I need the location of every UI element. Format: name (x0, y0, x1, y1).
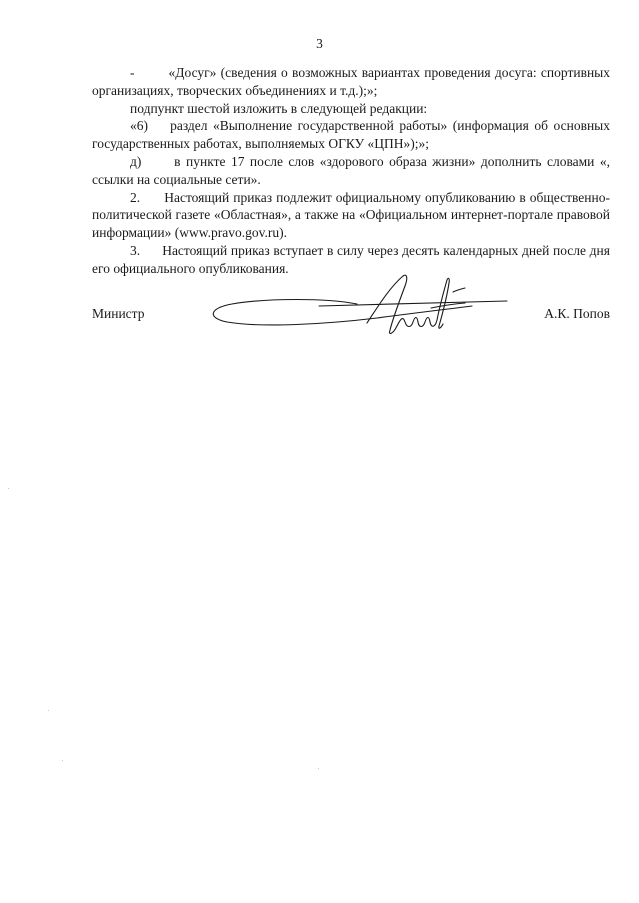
paragraph-clause-3: 3. Настоящий приказ вступает в силу через десять календарных дней после дня его официального опубликования. (92, 242, 610, 276)
signatory-name: А.К. Попов (544, 306, 610, 321)
paragraph-subpoint-six: подпункт шестой изложить в следующей редакции: (130, 100, 428, 116)
scan-speck (62, 760, 63, 761)
signature-tail-line (319, 301, 507, 306)
scan-speck (48, 710, 49, 711)
paragraph-leisure-item: - «Досуг» (сведения о возможных вариантах проведения досуга: спортивных организациях, творческих объединениях и т.д.);»; (92, 65, 610, 98)
document-body (92, 64, 610, 278)
signature-dash (453, 288, 465, 292)
scan-speck (8, 488, 9, 489)
paragraph-item-six: «6) раздел «Выполнение государственной работы» (информация об основных государственных работах, выполняемых ОГКУ «ЦПН»);»; (92, 118, 610, 152)
signature-letters (367, 275, 449, 333)
scan-speck (318, 768, 319, 769)
signatory-title: Министр (92, 306, 145, 321)
page-number: 3 (316, 36, 323, 51)
paragraph-item-d: д) в пункте 17 после слов «здорового образа жизни» дополнить словами «, ссылки на социальные сети». (92, 153, 610, 187)
paragraph-clause-2: 2. Настоящий приказ подлежит официальному опубликованию в общественно-политической газете «Областная», а также на «Официальном интернет-портале правовой информации» (www.pravo.gov.ru). (92, 189, 610, 241)
handwritten-signature (207, 268, 512, 340)
